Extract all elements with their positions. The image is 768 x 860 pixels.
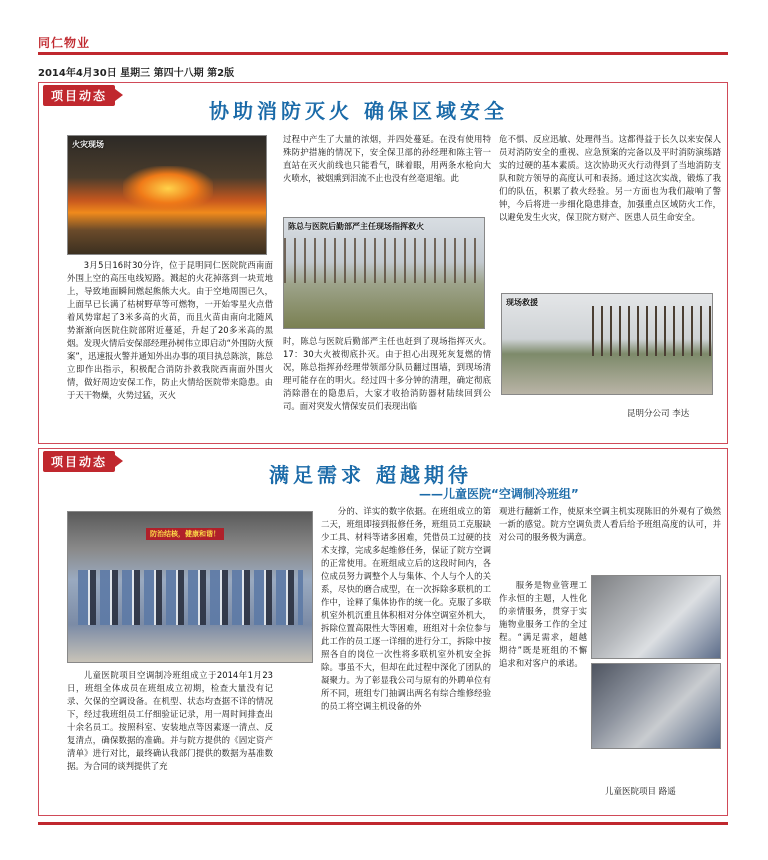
command-scene-photo xyxy=(283,217,485,329)
team-group-photo xyxy=(67,511,313,663)
footer-rule xyxy=(38,822,728,825)
article-byline: 昆明分公司 李达 xyxy=(627,409,690,419)
section-tag: 项目动态 xyxy=(43,85,115,106)
article-fire-frame xyxy=(38,82,728,444)
article-column-2a: 过程中产生了大量的浓烟，并四处蔓延。在没有使用特殊防护措施的情况下，安全保卫部的孙经理和陈主管一直站在灭火前线也只能看气，眯着眼，用两条水枪向大火喷水，被烟熏到泪流不止也没有丝毫退缩。此 xyxy=(283,134,491,183)
article-column-3: 危不惧、反应迅敏、处理得当。这都得益于长久以来安保人员对消防安全的重视、应急预案的完备以及平时消防演练踏实的过硬的基本素质。这次协助灭火行动得到了当地消防支队和院方领导的高度认可和表扬。通过这次实战，锻炼了我们的队伍，积累了救火经验。另一方面也为我们敲响了警钟，今后将进一步细化隐患排查，加强重点区域防火工作，以避免发生火灾，保卫院方财产、医患人员生命安全。 xyxy=(499,134,721,222)
article-column-3a: 观进行翻新工作，使原来空调主机实现陈旧的外观有了焕然一新的感觉。院方空调负责人看后给予班组高度的认可，并对公司的服务极为满意。 xyxy=(499,506,721,542)
article-aircon-frame xyxy=(38,448,728,816)
article-subhead: ——儿童医院“空调制冷班组” xyxy=(419,487,579,501)
photo-caption: 现场救援 xyxy=(506,298,538,307)
article-byline: 儿童医院项目 路遥 xyxy=(605,787,676,797)
article-column-3b: 服务是物业管理工作永恒的主题，人性化的亲情服务，贯穿于实施物业服务工作的全过程。“满足需求，超越期待”既是班组的不懈追求和对客户的承诺。 xyxy=(499,580,587,668)
article-column-1: 3月5日16时30分许，位于昆明同仁医院院西南面外围上空的高压电线短路。溅起的火花掉落到一块荒地上，导致地面瞬间燃起熊熊大火。由于空地周围已久，上面早已长满了枯树野草等可燃物，一开始零星火点借着风势窜起了3米多高的火苗，而且火苗由南向北随风势渐渐向医院住院部附近蔓延，升起了20多米高的黑烟。发现火情后安保部经理孙树伟立即启动“外围防火预案”，迅速报火警并通知外出办事的项目执总陈滨，陈总立即作出指示，积极配合消防扑救我院西南面外围火情，做好周边安保工作，防止火情给医院带来隐患。由于天干物燥，火势过猛，灭火 xyxy=(67,260,273,400)
fire-scene-photo xyxy=(67,135,267,255)
article-column-2b: 时，陈总与医院后勤部严主任也赶到了现场指挥灭火。17：30大火被彻底扑灭。由于担心出现死灰复燃的情况，陈总指挥孙经理带领部分队员翻过围墙，到现场清理可能存在的明火。经过四十多分钟的清理，确定彻底消除潜在的隐患后，大家才收拾消防器材陆续回到公司。面对突发火情保安员们表现出临 xyxy=(283,336,491,411)
article-column-1: 儿童医院项目空调制冷班组成立于2014年1月23日，班组全体成员在班组成立初期，检查大量没有记录、欠保的空调设备。在机型、状态均查据不详的情况下，经过我班组员工仔细验证记录，用一周时间排查出十余名员工。按照科室、安装地点等因素逐一清点、反复清点，确保数据的准确。并与院方提供的《固定资产清单》进行对比，最终确认我部门提供的数据为基准数据。为合同的谈判提供了充 xyxy=(67,670,273,771)
work-photo-2 xyxy=(591,663,721,749)
issue-dateline: 2014年4月30日 星期三 第四十八期 第2版 xyxy=(38,68,235,79)
section-tag: 项目动态 xyxy=(43,451,115,472)
photo-caption: 火灾现场 xyxy=(72,140,104,149)
article-headline: 满足需求 超越期待 xyxy=(269,463,472,487)
header-rule xyxy=(38,52,728,55)
rescue-scene-photo xyxy=(501,293,713,395)
article-column-2: 分的、详实的数字依据。在班组成立的第二天，班组即接到报修任务，班组员工克服缺少工具、材料等诸多困难，凭借员工过硬的技术支撑，完成多起维修任务，保证了院方空调的正常使用。在班组成立后的这段时间内，各位成员努力调整个人与集体、个人与个人的关系，尽快的磨合成型，在一次拆除多联机的工作中，诠释了集体协作的统一化。克服了多联机室外机沉重且体积相对分体空调室外机大，拆除位置高限性大等困难，班组对十余位参与此工作的员工逐一详细的进行分工，拆除中按照各自的岗位一次性将多联机室外机安全拆除。事虽不大，但却在此过程中深化了团队的凝聚力。为了彰显我公司与原有的外聘单位有所不同，班组专门抽调出两名有综合维修经验的员工将空调主机设备的外 xyxy=(321,506,491,711)
masthead-title: 同仁物业 xyxy=(38,36,91,50)
photo-caption: 陈总与医院后勤部严主任现场指挥救火 xyxy=(288,222,424,231)
photo-banner-text: 防治结核，健康和谐！ xyxy=(146,528,224,540)
article-headline: 协助消防灭火 确保区域安全 xyxy=(209,99,508,123)
work-photo-1 xyxy=(591,575,721,659)
